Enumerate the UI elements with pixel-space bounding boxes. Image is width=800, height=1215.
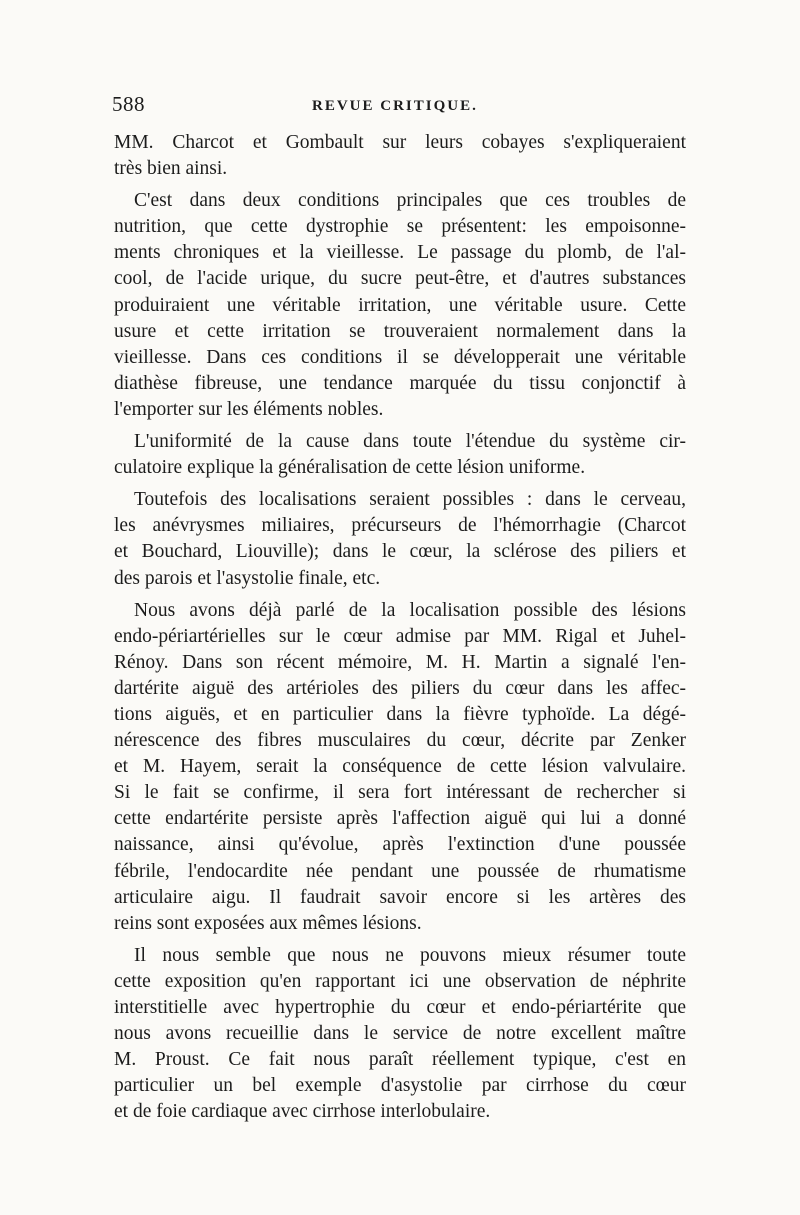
text-line: cool, de l'acide urique, du sucre peut-être, et d'autres substances bbox=[114, 268, 686, 290]
text-line: et Bouchard, Liouville); dans le cœur, la sclérose des piliers et bbox=[114, 541, 686, 563]
text-line: MM. Charcot et Gombault sur leurs cobayes s'expliqueraient bbox=[114, 132, 686, 153]
text-line: nutrition, que cette dystrophie se présentent: les empoisonne- bbox=[114, 216, 686, 238]
text-line: articulaire aigu. Il faudrait savoir encore si les artères des bbox=[114, 886, 686, 908]
text-line: vieillesse. Dans ces conditions il se développerait une véritable bbox=[114, 346, 686, 368]
text-line: naissance, ainsi qu'évolue, après l'extinction d'une poussée bbox=[114, 834, 686, 856]
text-line: très bien ainsi. bbox=[114, 158, 228, 180]
paragraph bbox=[114, 130, 686, 182]
body-text bbox=[114, 130, 686, 1131]
text-line: interstitielle avec hypertrophie du cœur et endo-périartérite que bbox=[114, 997, 686, 1018]
paragraph bbox=[114, 943, 686, 1126]
paragraph bbox=[114, 429, 686, 481]
page-number: 588 bbox=[112, 92, 145, 116]
text-line: culatoire explique la généralisation de cette lésion uniforme. bbox=[114, 457, 586, 479]
text-line: endo-périartérielles sur le cœur admise par MM. Rigal et Juhel- bbox=[114, 625, 686, 647]
text-line: Toutefois des localisations seraient possibles : dans le cerveau, bbox=[134, 489, 686, 511]
text-line: cette endartérite persiste après l'affection aiguë qui lui a donné bbox=[114, 808, 686, 830]
paragraph bbox=[114, 188, 686, 423]
text-line: C'est dans deux conditions principales que ces troubles de bbox=[134, 190, 686, 212]
page-header bbox=[112, 92, 702, 122]
text-line: nous avons recueillie dans le service de notre excellent maître bbox=[114, 1023, 686, 1045]
text-line: des parois et l'asystolie finale, etc. bbox=[114, 567, 381, 589]
running-head: REVUE CRITIQUE. bbox=[312, 98, 478, 114]
text-line: reins sont exposées aux mêmes lésions. bbox=[114, 912, 422, 934]
text-line: Il nous semble que nous ne pouvons mieux résumer toute bbox=[134, 944, 686, 966]
text-line: et M. Hayem, serait la conséquence de cette lésion valvulaire. bbox=[114, 756, 686, 778]
text-line: usure et cette irritation se trouveraient normalement dans la bbox=[114, 320, 686, 342]
text-line: tions aiguës, et en particulier dans la fièvre typhoïde. La dégé- bbox=[114, 703, 686, 725]
text-line: Rénoy. Dans son récent mémoire, M. H. Martin a signalé l'en- bbox=[114, 651, 686, 673]
text-line: dartérite aiguë des artérioles des piliers du cœur dans les affec- bbox=[114, 677, 686, 699]
text-line: produiraient une véritable irritation, une véritable usure. Cette bbox=[114, 294, 686, 316]
text-line: particulier un bel exemple d'asystolie par cirrhose du cœur bbox=[114, 1075, 686, 1097]
text-line: L'uniformité de la cause dans toute l'étendue du système cir- bbox=[134, 431, 686, 453]
text-line: cette exposition qu'en rapportant ici une observation de néphrite bbox=[114, 970, 686, 992]
paragraph bbox=[114, 598, 686, 937]
text-line: Si le fait se confirme, il sera fort intéressant de rechercher si bbox=[114, 782, 686, 804]
text-line: diathèse fibreuse, une tendance marquée du tissu conjonctif à bbox=[114, 372, 686, 394]
text-line: ments chroniques et la vieillesse. Le passage du plomb, de l'al- bbox=[114, 242, 686, 264]
text-line: nérescence des fibres musculaires du cœur, décrite par Zenker bbox=[114, 730, 686, 752]
text-line: fébrile, l'endocardite née pendant une poussée de rhumatisme bbox=[114, 860, 686, 882]
text-line: l'emporter sur les éléments nobles. bbox=[114, 398, 384, 420]
text-line: et de foie cardiaque avec cirrhose interlobulaire. bbox=[114, 1101, 491, 1123]
text-line: les anévrysmes miliaires, précurseurs de l'hémorrhagie (Charcot bbox=[114, 515, 686, 537]
text-line: Nous avons déjà parlé de la localisation possible des lésions bbox=[134, 599, 686, 621]
paragraph bbox=[114, 487, 686, 591]
text-line: M. Proust. Ce fait nous paraît réellement typique, c'est en bbox=[114, 1049, 686, 1071]
